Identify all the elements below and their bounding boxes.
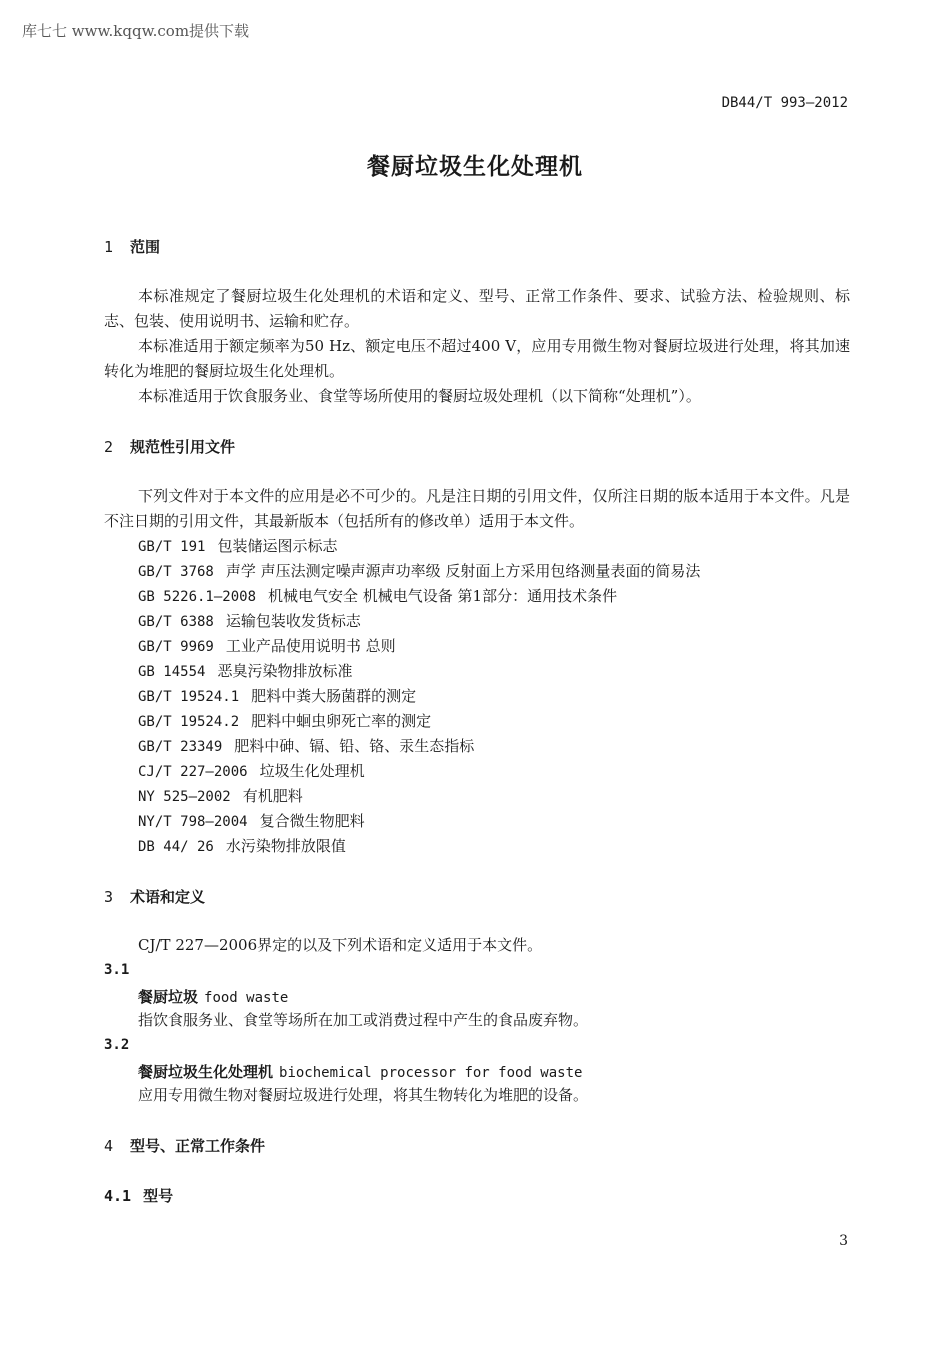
reference-code: DB 44/ 26 — [138, 839, 214, 855]
reference-item — [138, 809, 365, 835]
section-1-heading — [104, 236, 160, 257]
reference-code: GB/T 3768 — [138, 564, 214, 580]
term-english: food waste — [204, 990, 289, 1006]
reference-item — [138, 634, 396, 660]
paragraph: CJ/T 227—2006界定的以及下列术语和定义适用于本文件。 — [138, 936, 543, 954]
reference-item — [138, 559, 700, 585]
reference-title: 机械电气安全 机械电气设备 第1部分：通用技术条件 — [268, 587, 618, 605]
reference-title: 垃圾生化处理机 — [259, 762, 365, 780]
section-title: 术语和定义 — [130, 888, 206, 906]
reference-item — [138, 584, 617, 610]
term-number: 3.1 — [104, 962, 130, 978]
term-definition: 指饮食服务业、食堂等场所在加工或消费过程中产生的食品废弃物。 — [138, 1011, 589, 1029]
subsection-4-1-heading — [104, 1185, 173, 1206]
reference-title: 恶臭污染物排放标准 — [217, 662, 353, 680]
document-title: 餐厨垃圾生化处理机 — [367, 154, 583, 180]
reference-code: GB/T 19524.1 — [138, 689, 240, 705]
reference-item — [138, 784, 303, 810]
section-number: 3 — [104, 888, 114, 906]
section-number: 1 — [104, 238, 114, 256]
paragraph: 本标准适用于额定频率为50 Hz、额定电压不超过400 V，应用专用微生物对餐厨垃圾进行处理，将其加速转化为堆肥的餐厨垃圾生化处理机。 — [104, 337, 850, 380]
reference-code: GB/T 23349 — [138, 739, 223, 755]
section-number: 2 — [104, 438, 114, 456]
reference-item — [138, 684, 416, 710]
reference-code: GB 5226.1—2008 — [138, 589, 257, 605]
reference-code: GB/T 19524.2 — [138, 714, 240, 730]
page-number: 3 — [839, 1233, 848, 1249]
subsection-title: 型号 — [143, 1187, 174, 1205]
section-3-heading — [104, 886, 205, 907]
reference-code: GB/T 6388 — [138, 614, 214, 630]
term-chinese: 餐厨垃圾生化处理机 — [138, 1063, 274, 1081]
reference-code: GB/T 9969 — [138, 639, 214, 655]
reference-title: 复合微生物肥料 — [259, 812, 365, 830]
paragraph: 本标准规定了餐厨垃圾生化处理机的术语和定义、型号、正常工作条件、要求、试验方法、检验规则、标志、包装、使用说明书、运输和贮存。 — [104, 287, 850, 330]
paragraph: 本标准适用于饮食服务业、食堂等场所使用的餐厨垃圾处理机（以下简称“处理机”）。 — [138, 387, 701, 405]
term-chinese: 餐厨垃圾 — [138, 988, 199, 1006]
section-title: 型号、正常工作条件 — [130, 1137, 266, 1155]
term-english: biochemical processor for food waste — [279, 1065, 583, 1081]
reference-code: NY/T 798—2004 — [138, 814, 248, 830]
reference-item — [138, 534, 337, 560]
term-entry — [138, 1061, 582, 1082]
reference-code: GB/T 191 — [138, 539, 206, 555]
reference-title: 水污染物排放限值 — [225, 837, 346, 855]
term-definition: 应用专用微生物对餐厨垃圾进行处理，将其生物转化为堆肥的设备。 — [138, 1086, 589, 1104]
watermark: 库七七 www.kqqw.com提供下载 — [22, 22, 250, 40]
reference-title: 肥料中粪大肠菌群的测定 — [251, 687, 417, 705]
reference-item — [138, 734, 474, 760]
section-2-heading — [104, 436, 235, 457]
term-number: 3.2 — [104, 1037, 130, 1053]
reference-code: GB 14554 — [138, 664, 206, 680]
section-title: 范围 — [130, 238, 161, 256]
reference-title: 运输包装收发货标志 — [225, 612, 361, 630]
reference-title: 工业产品使用说明书 总则 — [225, 637, 396, 655]
reference-item — [138, 709, 431, 735]
reference-item — [138, 834, 346, 860]
reference-title: 肥料中砷、镉、铅、铬、汞生态指标 — [234, 737, 475, 755]
reference-title: 肥料中蛔虫卵死亡率的测定 — [251, 712, 432, 730]
subsection-number: 4.1 — [104, 1187, 132, 1205]
section-4-heading — [104, 1135, 265, 1156]
standard-number: DB44/T 993—2012 — [721, 95, 848, 111]
paragraph: 下列文件对于本文件的应用是必不可少的。凡是注日期的引用文件，仅所注日期的版本适用于本文件。凡是不注日期的引用文件，其最新版本（包括所有的修改单）适用于本文件。 — [104, 487, 850, 530]
section-number: 4 — [104, 1137, 114, 1155]
reference-code: CJ/T 227—2006 — [138, 764, 248, 780]
reference-title: 有机肥料 — [242, 787, 303, 805]
reference-item — [138, 659, 352, 685]
term-entry — [138, 986, 288, 1007]
reference-item — [138, 759, 365, 785]
reference-item — [138, 609, 361, 635]
reference-code: NY 525—2002 — [138, 789, 231, 805]
reference-title: 包装储运图示标志 — [217, 537, 338, 555]
reference-title: 声学 声压法测定噪声源声功率级 反射面上方采用包络测量表面的简易法 — [225, 562, 701, 580]
section-title: 规范性引用文件 — [130, 438, 236, 456]
